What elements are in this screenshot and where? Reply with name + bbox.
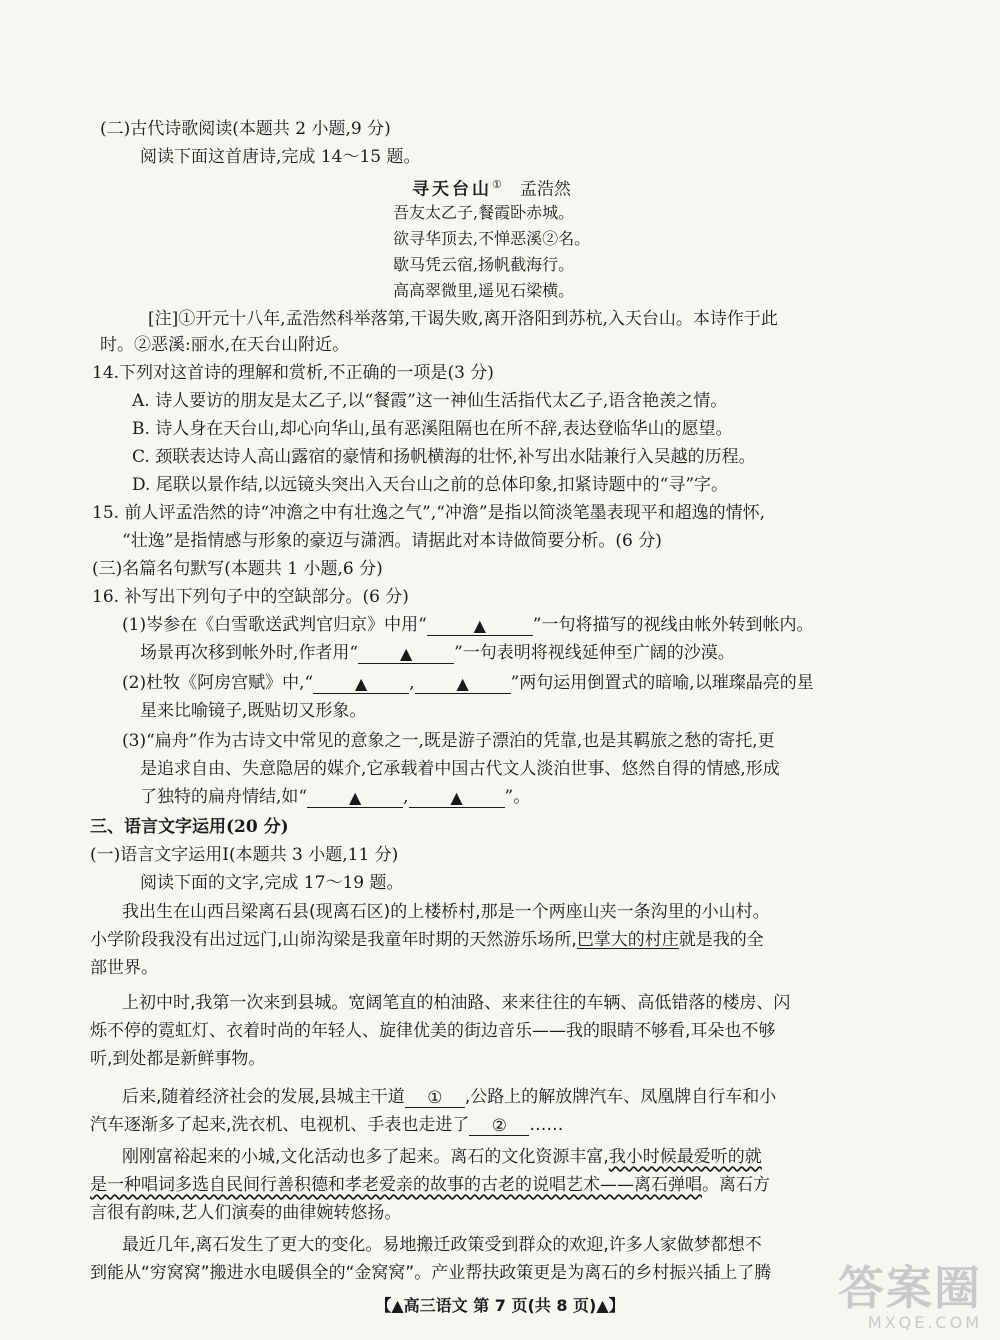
passage-line: 我出生在山西吕梁离石县(现离石区)的上楼桥村,那是一个两座山夹一条沟里的小山村。 — [122, 902, 770, 922]
text: 汽车逐渐多了起来,洗衣机、电视机、手表也走进了 — [90, 1115, 470, 1135]
watermark-url: MXQE.COM — [867, 1313, 982, 1332]
poem-author: 孟浩然 — [519, 179, 571, 200]
section-header: (三)名篇名句默写(本题共 1 小题,6 分) — [92, 559, 383, 579]
question-16-part-3: 是追求自由、失意隐居的媒介,它承载着中国古代文人淡泊世事、悠然自得的情感,形成 — [140, 759, 780, 779]
question-16-part-3 — [140, 786, 530, 808]
blank-number: ① — [427, 1088, 443, 1108]
passage-line — [122, 1146, 762, 1168]
question-14-stem: 14.下列对这首诗的理解和赏析,不正确的一项是(3 分) — [92, 363, 494, 383]
passage-line — [90, 1174, 770, 1196]
text: , — [403, 787, 409, 807]
question-16-part-1 — [140, 642, 735, 664]
wavy-underlined-phrase: 我小时候最爱听的就 — [608, 1147, 762, 1167]
part-header: 三、语言文字运用(20 分) — [90, 817, 289, 837]
instruction: 阅读下面这首唐诗,完成 14～15 题。 — [140, 147, 421, 167]
text: (1)岑参在《白雪歌送武判官归京》中用“ — [122, 615, 427, 635]
watermark-logo: 答案圈 — [838, 1261, 982, 1315]
fill-blank[interactable] — [405, 1087, 465, 1108]
poem-line: 欲寻华顶去,不惮恶溪②名。 — [393, 229, 591, 248]
question-16-part-1 — [122, 614, 813, 636]
passage-line: 部世界。 — [90, 958, 158, 978]
page-footer: 【▲高三语文 第 7 页(共 8 页)▲】 — [375, 1296, 625, 1315]
text: , — [409, 673, 415, 693]
question-16-part-2: 星来比喻镜子,既贴切又形象。 — [140, 701, 367, 721]
passage-line — [90, 1114, 563, 1136]
passage-line — [90, 929, 764, 951]
blank-marker: ▲ — [348, 788, 362, 807]
fill-blank[interactable] — [469, 1115, 529, 1136]
question-15: “壮逸”是指情感与形象的豪迈与潇洒。请据此对本诗做简要分析。(6 分) — [122, 531, 662, 551]
section-header: (一)语言文字运用Ⅰ(本题共 3 小题,11 分) — [90, 845, 399, 865]
text: (2)杜牧《阿房宫赋》中,“ — [122, 673, 314, 693]
poem-line: 高高翠微里,遥见石梁横。 — [393, 281, 575, 300]
blank-marker: ▲ — [450, 788, 463, 807]
instruction: 阅读下面的文字,完成 17～19 题。 — [140, 873, 404, 893]
text: ”。 — [504, 787, 531, 807]
section-header: (二)古代诗歌阅读(本题共 2 小题,9 分) — [100, 119, 391, 139]
text: ”两句运用倒置式的暗喻,以璀璨晶亮的星 — [510, 673, 814, 693]
passage-line: 最近几年,离石发生了更大的变化。易地搬迁政策受到群众的欢迎,许多人家做梦都想不 — [122, 1235, 762, 1255]
text: 场景再次移到帐外时,作者用“ — [140, 643, 359, 663]
poem-title — [412, 174, 571, 201]
question-15: 15. 前人评孟浩然的诗“冲澹之中有壮逸之气”,“冲澹”是指以简淡笔墨表现平和超逸的情怀, — [92, 503, 766, 523]
question-14-option: D. 尾联以景作结,以远镜头突出入天台山之前的总体印象,扣紧诗题中的“寻”字。 — [132, 475, 729, 495]
text: 了独特的扁舟情结,如“ — [140, 787, 308, 807]
blank-marker: ▲ — [473, 616, 486, 635]
blank-marker: ▲ — [456, 674, 469, 693]
poem-note: [注]①开元十八年,孟浩然科举落第,干谒失败,离开洛阳到苏杭,入天台山。本诗作于此 — [148, 309, 778, 329]
fill-blank[interactable] — [415, 673, 511, 694]
text: 后来,随着经济社会的发展,县城主干道 — [122, 1087, 405, 1107]
passage-line: 到能从“穷窝窝”搬进水电暖俱全的“金窝窝”。产业帮扶政策更是为离石的乡村振兴插上了腾 — [90, 1263, 772, 1283]
text: ”一句将描写的视线由帐外转到帐内。 — [532, 615, 814, 635]
poem-title-text: 寻天台山 — [412, 179, 492, 200]
passage-line: 言很有韵味,艺人们演奏的曲律婉转悠扬。 — [90, 1203, 402, 1223]
text: …… — [529, 1115, 564, 1135]
question-14-option: A. 诗人要访的朋友是太乙子,以“餐霞”这一神仙生活指代太乙子,语含艳羡之情。 — [132, 391, 728, 411]
passage-line — [122, 1086, 776, 1108]
text: 刚刚富裕起来的小城,文化活动也多了起来。离石的文化资源丰富, — [122, 1147, 609, 1167]
question-16-part-3: (3)“扁舟”作为古诗文中常见的意象之一,既是游子漂泊的凭靠,也是其羁旅之愁的寄托,更 — [122, 731, 775, 751]
question-14-option: B. 诗人身在天台山,却心向华山,虽有恶溪阻隔也在所不辞,表达登临华山的愿望。 — [132, 419, 733, 439]
text: ,公路上的解放牌汽车、凤凰牌自行车和小 — [464, 1087, 777, 1107]
question-16-part-2 — [122, 672, 814, 694]
passage-line: 烁不停的霓虹灯、衣着时尚的年轻人、旋律优美的街边音乐——我的眼睛不够看,耳朵也不够 — [90, 1021, 776, 1041]
question-14-option: C. 颈联表达诗人高山露宿的豪情和扬帆横海的壮怀,补写出水陆兼行入吴越的历程。 — [132, 447, 756, 467]
text: 。离石方 — [702, 1175, 770, 1195]
passage-line: 听,到处都是新鲜事物。 — [90, 1049, 266, 1069]
poem-line: 歇马凭云宿,扬帆截海行。 — [393, 255, 575, 274]
poem-note-mark: ① — [492, 178, 502, 191]
question-16-stem: 16. 补写出下列句子中的空缺部分。(6 分) — [92, 587, 409, 607]
fill-blank[interactable] — [427, 615, 533, 636]
wavy-underlined-phrase: 是一种唱词多选自民间行善积德和孝老爱亲的故事的古老的说唱艺术——离石弹唱 — [90, 1175, 702, 1195]
passage-line: 上初中时,我第一次来到县城。宽阔笔直的柏油路、来来往往的车辆、高低错落的楼房、闪 — [122, 993, 791, 1013]
blank-number: ② — [491, 1116, 508, 1136]
fill-blank[interactable] — [409, 787, 505, 808]
watermark — [838, 1263, 982, 1332]
poem-note: 时。②恶溪:丽水,在天台山附近。 — [100, 335, 350, 355]
fill-blank[interactable] — [358, 643, 454, 664]
underlined-phrase: 巴掌大的村庄 — [576, 930, 679, 950]
text: ”一句表明将视线延伸至广阔的沙漠。 — [454, 643, 735, 663]
fill-blank[interactable] — [307, 787, 403, 808]
blank-marker: ▲ — [399, 644, 413, 663]
text: 小学阶段我没有出过远门,山峁沟梁是我童年时期的天然游乐场所, — [90, 930, 577, 950]
text: 就是我的全 — [678, 930, 764, 950]
poem-line: 吾友太乙子,餐霞卧赤城。 — [393, 203, 575, 222]
blank-marker: ▲ — [355, 674, 368, 693]
fill-blank[interactable] — [313, 673, 409, 694]
